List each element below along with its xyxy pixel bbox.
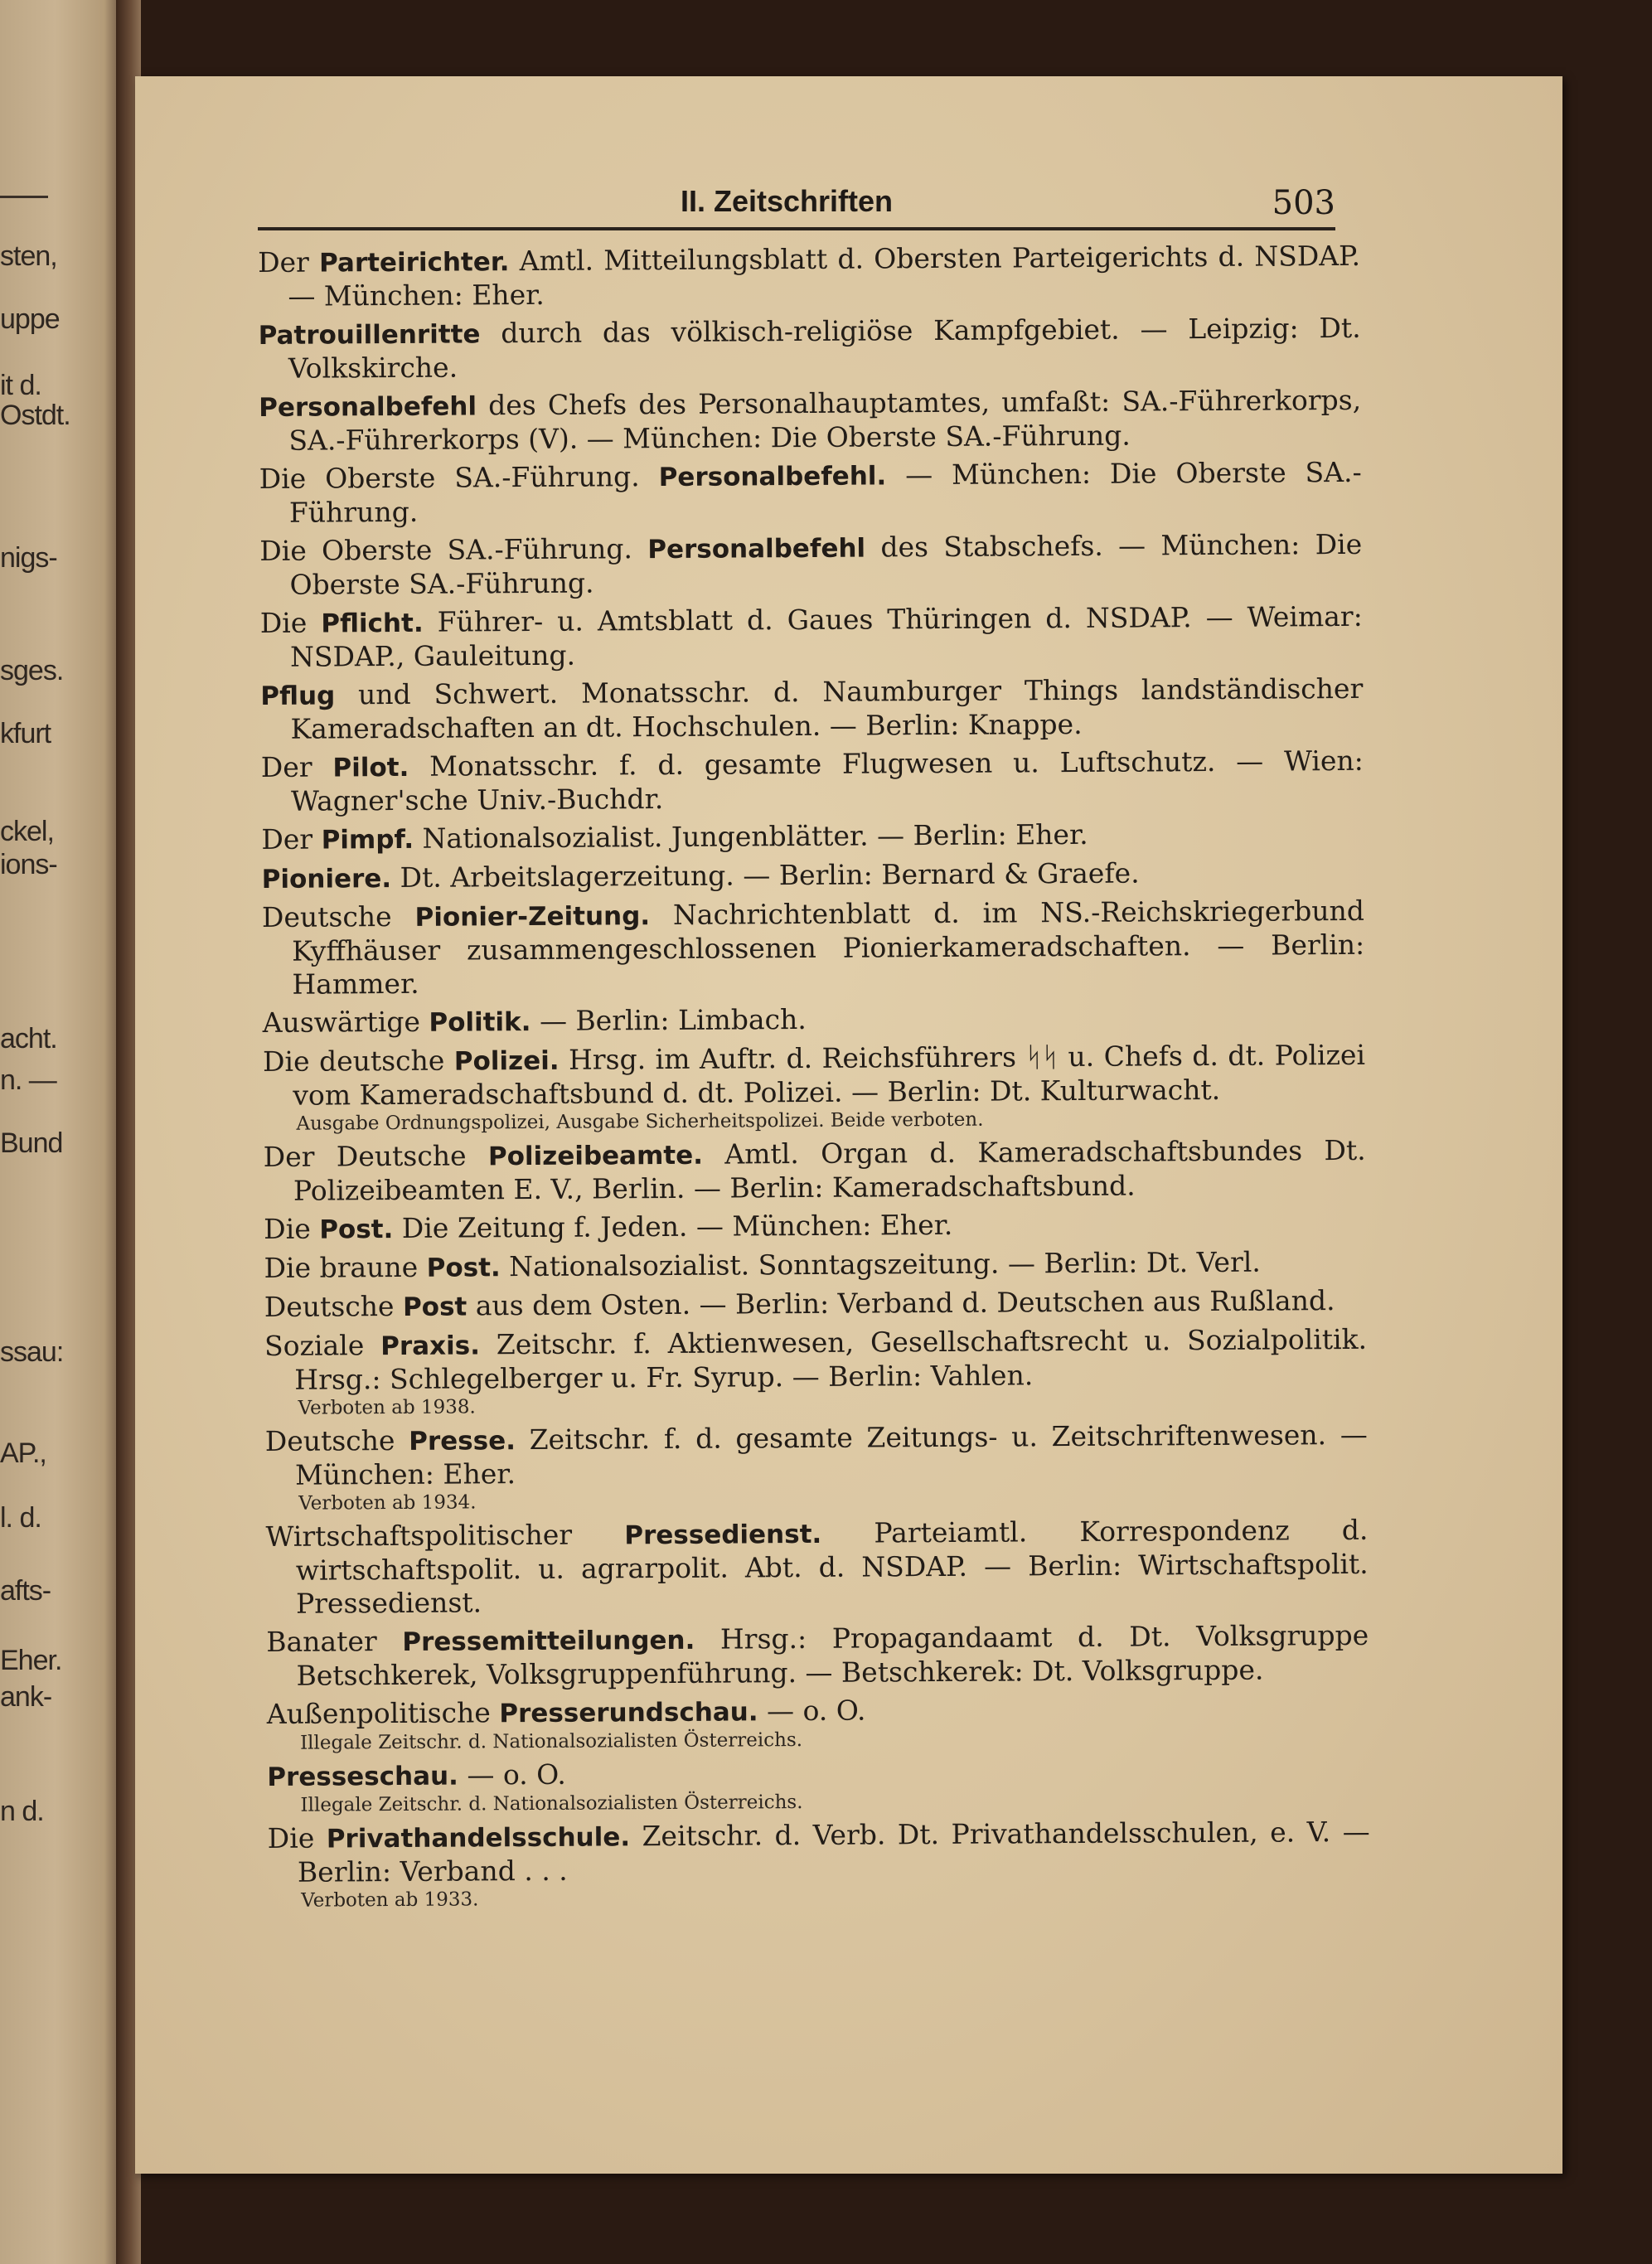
entry-description: des Stabschefs. — München: Die Oberste SA.-Führung. xyxy=(289,527,1363,601)
entry-note: Verboten ab 1933. xyxy=(301,1888,479,1912)
entry-text xyxy=(266,1619,1369,1693)
entry-keyword: Personalbefehl xyxy=(647,533,866,565)
entry-text xyxy=(260,672,1363,746)
entry-prefix: Deutsche xyxy=(261,899,415,933)
entry-prefix: Die braune xyxy=(264,1250,427,1284)
left-fragment: ckel, xyxy=(0,816,54,847)
entry-description: Nationalsozialist. Sonntagszeitung. — Berlin: Dt. Verl. xyxy=(500,1245,1261,1283)
bibliography-entry xyxy=(259,528,1362,602)
left-fragment: l. d. xyxy=(0,1502,41,1534)
entry-note: Verboten ab 1938. xyxy=(298,1396,476,1419)
entry-prefix: Der Deutsche xyxy=(263,1139,489,1173)
bibliography-entry xyxy=(262,894,1365,1001)
entry-keyword: Post. xyxy=(319,1214,394,1245)
entry-description: — Berlin: Limbach. xyxy=(530,1002,807,1038)
entry-description: Hrsg.: Propagandaamt d. Dt. Volksgruppe Betschkerek, Volksgruppenführung. — Betschkerek: Dt. Volksgruppe. xyxy=(296,1618,1369,1692)
entry-description: — München: Die Oberste SA.-Führung. xyxy=(288,455,1362,529)
bibliography-entry xyxy=(261,744,1364,818)
left-fragment: acht. xyxy=(0,1023,57,1054)
entry-text xyxy=(259,456,1362,530)
entry-text xyxy=(261,817,1364,857)
entry-description: Die Zeitung f. Jeden. — München: Eher. xyxy=(393,1208,953,1245)
entry-note: Illegale Zeitschr. d. Nationalsozialisten Österreichs. xyxy=(299,1729,803,1754)
entry-prefix: Die xyxy=(264,1212,320,1245)
bibliography-entry xyxy=(259,384,1361,458)
bibliography-entry xyxy=(265,1418,1369,1515)
bibliography-entry xyxy=(264,1134,1366,1208)
left-page-fragment xyxy=(0,0,123,2264)
entry-text xyxy=(259,312,1361,385)
left-fragment: uppe xyxy=(0,303,60,335)
bibliography-entry xyxy=(259,312,1361,385)
bibliography-entry xyxy=(266,1619,1369,1693)
left-fragment: kfurt xyxy=(0,718,51,749)
page-number: 503 xyxy=(1272,184,1335,222)
bibliography-entry xyxy=(264,1284,1367,1325)
entry-keyword: Patrouillenritte xyxy=(258,319,481,351)
left-fragment: Ostdt. xyxy=(0,400,70,431)
entry-keyword: Polizeibeamte. xyxy=(487,1140,704,1172)
entry-description: Monatsschr. f. d. gesamte Flugwesen u. Luftschutz. — Wien: Wagner'sche Univ.-Buchdr. xyxy=(290,744,1364,817)
entry-text xyxy=(260,600,1363,674)
entry-prefix: Deutsche xyxy=(264,1423,409,1457)
entry-description: durch das völkisch-religiöse Kampfgebiet. — Leipzig: Dt. Volkskirche. xyxy=(288,311,1361,385)
bibliography-entry xyxy=(259,456,1362,530)
bibliography-entry xyxy=(264,1206,1366,1247)
bibliography-entry xyxy=(267,1753,1369,1817)
entry-description: Hrsg. im Auftr. d. Reichsführers ᛋᛋ u. Chefs d. dt. Polizei vom Kameradschaftsbund d. dt. Polizei. — Berlin: Dt. Kulturwacht. xyxy=(293,1038,1366,1112)
entry-note: Illegale Zeitschr. d. Nationalsozialisten Österreichs. xyxy=(300,1791,803,1816)
running-head: II. Zeitschriften xyxy=(681,184,894,218)
entry-prefix: Die xyxy=(267,1821,327,1854)
left-page-rule xyxy=(0,196,48,198)
entry-text xyxy=(268,1816,1370,1889)
entry-description: Amtl. Mitteilungsblatt d. Obersten Parteigerichts d. NSDAP. — München: Eher. xyxy=(288,239,1361,313)
bibliography-entry xyxy=(265,1514,1369,1621)
header-rule xyxy=(258,227,1335,230)
left-fragment: Eher. xyxy=(0,1645,62,1676)
entry-keyword: Personalbefehl. xyxy=(658,461,887,493)
entry-description: Parteiamtl. Korrespondenz d. wirtschaftspolit. u. agrarpolit. Abt. d. NSDAP. — Berlin: Wirtschaftspolit. Pressedienst. xyxy=(295,1513,1369,1620)
entry-prefix: Außenpolitische xyxy=(266,1696,500,1730)
entry-description: Amtl. Organ d. Kameradschaftsbundes Dt. Polizeibeamten E. V., Berlin. — Berlin: Kameradschaftsbund. xyxy=(293,1133,1366,1207)
entry-keyword: Praxis. xyxy=(380,1331,481,1362)
entry-keyword: Pimpf. xyxy=(321,824,414,856)
left-fragment: n. — xyxy=(0,1064,56,1096)
entry-text xyxy=(261,744,1364,818)
entry-description: Zeitschr. f. Aktienwesen, Gesellschaftsrecht u. Sozialpolitik. Hrsg.: Schlegelberger u. Fr. Syrup. — Berlin: Vahlen. xyxy=(294,1322,1368,1396)
entry-text xyxy=(264,1134,1366,1208)
bibliography-entry xyxy=(268,1816,1371,1913)
entry-keyword: Presse. xyxy=(409,1426,516,1457)
entry-prefix: Der xyxy=(261,822,322,856)
entry-text xyxy=(262,894,1365,1001)
entry-keyword: Post xyxy=(402,1292,468,1322)
left-fragment: sten, xyxy=(0,240,57,272)
bibliography-entry xyxy=(263,1000,1365,1040)
entry-prefix: Wirtschaftspolitischer xyxy=(265,1518,625,1553)
page-header xyxy=(258,184,1335,234)
entry-prefix: Die xyxy=(259,606,322,639)
entry-keyword: Pilot. xyxy=(332,752,409,783)
entry-description: Führer- u. Amtsblatt d. Gaues Thüringen d. NSDAP. — Weimar: NSDAP., Gauleitung. xyxy=(289,599,1363,673)
bibliography-entry xyxy=(264,1245,1366,1286)
bibliography-entry xyxy=(264,1323,1368,1420)
entry-keyword: Pflicht. xyxy=(321,608,424,639)
entry-description: — o. O. xyxy=(758,1694,866,1728)
entry-keyword: Polizei. xyxy=(453,1045,560,1077)
entry-note: Ausgabe Ordnungspolizei, Ausgabe Sicherheitspolizei. Beide verboten. xyxy=(296,1108,984,1135)
left-fragment: nigs- xyxy=(0,542,57,574)
entry-description: Zeitschr. f. d. gesamte Zeitungs- u. Zeitschriftenwesen. — München: Eher. xyxy=(294,1418,1368,1491)
entry-keyword: Privathandelsschule. xyxy=(326,1822,631,1854)
bibliography-entry xyxy=(261,817,1364,857)
entry-description: Zeitschr. d. Verb. Dt. Privathandelsschulen, e. V. — Berlin: Verband . . . xyxy=(297,1815,1370,1888)
entry-description: aus dem Osten. — Berlin: Verband d. Deutschen aus Rußland. xyxy=(467,1284,1335,1322)
entry-keyword: Parteirichter. xyxy=(318,247,510,279)
entry-prefix: Die Oberste SA.-Führung. xyxy=(259,460,659,495)
entry-prefix: Der xyxy=(258,245,320,279)
page xyxy=(135,76,1562,2174)
entry-description: des Chefs des Personalhauptamtes, umfaßt: SA.-Führerkorps, SA.-Führerkorps (V). — München: Die Oberste SA.-Führung. xyxy=(288,383,1362,457)
entry-prefix: Soziale xyxy=(264,1329,381,1362)
left-fragment: sges. xyxy=(0,655,64,686)
entry-keyword: Presseschau. xyxy=(267,1761,459,1792)
entry-text xyxy=(264,1245,1366,1286)
left-fragment: AP., xyxy=(0,1437,46,1469)
entry-text xyxy=(263,1000,1365,1040)
entry-keyword: Pflug xyxy=(260,681,336,711)
entry-text xyxy=(259,528,1362,602)
entry-keyword: Pionier-Zeitung. xyxy=(414,901,651,933)
entry-prefix: Die Oberste SA.-Führung. xyxy=(259,532,648,567)
entry-text xyxy=(264,1284,1367,1325)
left-fragment: afts- xyxy=(0,1575,51,1607)
entry-keyword: Post. xyxy=(426,1253,501,1283)
left-fragment: n d. xyxy=(0,1796,44,1827)
entry-description: Nationalsozialist. Jungenblätter. — Berlin: Eher. xyxy=(413,817,1088,855)
left-fragment: it d. xyxy=(0,370,41,401)
entry-keyword: Pioniere. xyxy=(261,864,392,894)
entry-text xyxy=(265,1418,1368,1492)
left-fragment: ions- xyxy=(0,849,57,880)
entry-keyword: Presserundschau. xyxy=(499,1697,758,1729)
entry-prefix: Der xyxy=(260,750,333,783)
entry-text xyxy=(264,1206,1366,1247)
entry-text xyxy=(259,384,1361,458)
entry-keyword: Pressemitteilungen. xyxy=(402,1625,695,1657)
left-fragment: Bund xyxy=(0,1127,63,1159)
bibliography-entry xyxy=(258,240,1360,313)
bibliography-entry xyxy=(260,600,1363,674)
bibliography-entry xyxy=(263,1039,1366,1136)
entry-keyword: Personalbefehl xyxy=(259,391,477,423)
entry-description: Dt. Arbeitslagerzeitung. — Berlin: Bernard & Graefe. xyxy=(390,856,1140,894)
left-fragment: ssau: xyxy=(0,1336,64,1368)
entry-text xyxy=(258,240,1360,313)
entry-prefix: Auswärtige xyxy=(262,1005,429,1039)
entry-description: Nachrichtenblatt d. im NS.-Reichskriegerbund Kyffhäuser zusammengeschlossenen Pionierkameradschaften. — Berlin: Hammer. xyxy=(292,894,1365,1001)
entry-prefix: Deutsche xyxy=(264,1289,404,1323)
entry-keyword: Politik. xyxy=(429,1007,531,1038)
entry-description: und Schwert. Monatsschr. d. Naumburger Things landständischer Kameradschaften an dt. Hochschulen. — Berlin: Knappe. xyxy=(290,671,1364,745)
bibliography-entry xyxy=(260,672,1363,746)
bibliography-entry xyxy=(262,856,1364,896)
entry-text xyxy=(262,856,1364,896)
entry-text xyxy=(264,1323,1367,1397)
entry-note: Verboten ab 1934. xyxy=(298,1491,477,1515)
bibliography-entry xyxy=(267,1691,1369,1755)
entry-text xyxy=(265,1514,1369,1621)
entry-description: — o. O. xyxy=(458,1757,566,1791)
entry-prefix: Die deutsche xyxy=(262,1044,454,1078)
entry-prefix: Banater xyxy=(266,1624,403,1658)
entry-list xyxy=(258,240,1370,1917)
entry-keyword: Pressedienst. xyxy=(624,1519,822,1551)
entry-text xyxy=(263,1039,1365,1113)
left-fragment: ank- xyxy=(0,1681,52,1713)
